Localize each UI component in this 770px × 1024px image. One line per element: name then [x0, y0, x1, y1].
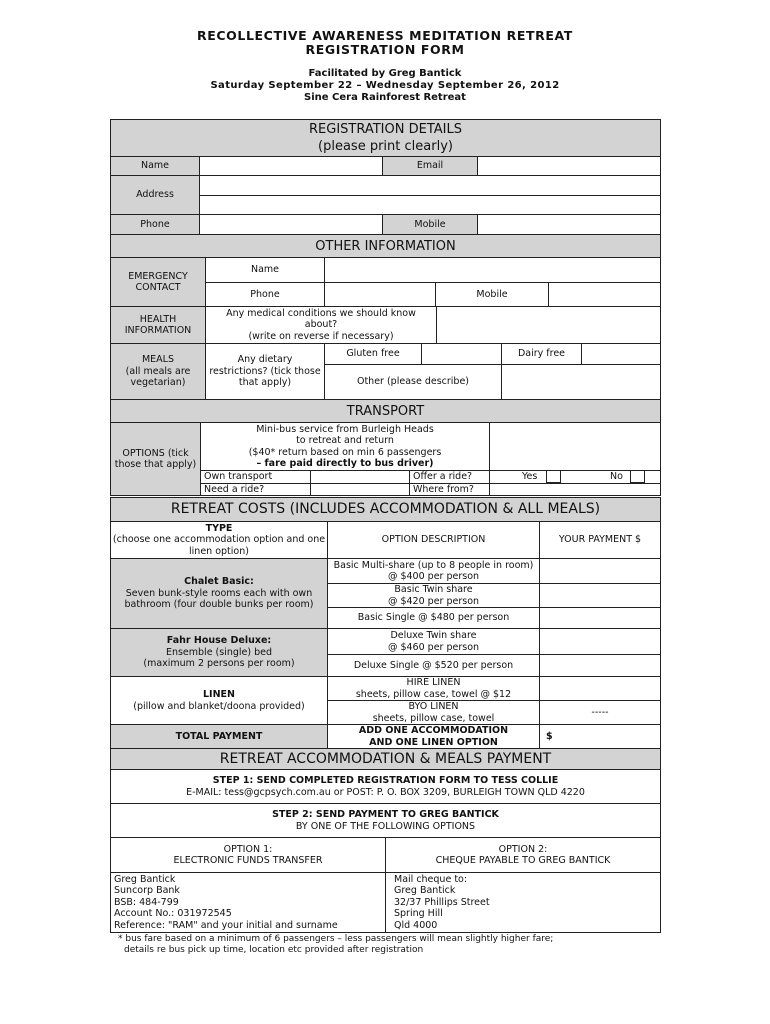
form-subtitle: REGISTRATION FORM	[305, 42, 465, 57]
option2-title: OPTION 2:	[498, 843, 548, 855]
minibus-line2: to retreat and return	[296, 435, 394, 446]
venue: Sine Cera Rainforest Retreat	[304, 92, 466, 103]
registration-details-bar	[110, 119, 661, 157]
need-ride-checkbox[interactable]	[310, 483, 410, 496]
mobile-field[interactable]	[477, 214, 661, 235]
step1-contact: E-MAIL: tess@gcpsych.com.au or POST: P. O. BOX 3209, BURLEIGH TOWN QLD 4220	[186, 786, 585, 798]
basic-multishare-option: Basic Multi-share (up to 8 people in room) @ $400 per person	[327, 558, 540, 584]
transport-options-label: OPTIONS (tick those that apply)	[110, 422, 201, 496]
total-payment-field[interactable]: $	[539, 724, 661, 749]
own-transport-checkbox[interactable]	[310, 470, 410, 484]
facilitator: Facilitated by Greg Bantick	[308, 68, 462, 79]
emergency-contact-label: EMERGENCY CONTACT	[110, 257, 206, 307]
deluxe-twin-payment[interactable]	[539, 628, 661, 655]
other-diet-field[interactable]	[501, 364, 661, 400]
dairy-free-label: Dairy free	[501, 343, 582, 365]
step1-title: STEP 1: SEND COMPLETED REGISTRATION FORM TO TESS COLLIE	[212, 775, 559, 786]
byo-linen-description: sheets, pillow case, towel	[372, 712, 495, 724]
cheque-line: Spring Hill	[394, 908, 443, 920]
cheque-details	[385, 872, 661, 933]
health-question	[205, 306, 437, 344]
minibus-description	[200, 422, 490, 471]
health-information-label: HEALTH INFORMATION	[110, 306, 206, 344]
phone-label: Phone	[110, 214, 200, 235]
chalet-basic-cell	[110, 558, 328, 629]
type-header	[110, 521, 328, 559]
type-subtitle: (choose one accommodation option and one linen option)	[112, 534, 326, 557]
no-label: No	[610, 471, 623, 482]
meals-title: MEALS	[141, 354, 175, 366]
eft-details	[110, 872, 386, 933]
basic-single-payment[interactable]	[539, 607, 661, 629]
yes-checkbox[interactable]	[546, 470, 561, 483]
payment-bar: RETREAT ACCOMMODATION & MEALS PAYMENT	[110, 748, 661, 770]
cheque-line: Greg Bantick	[394, 885, 456, 897]
eft-line: Account No.: 031972545	[114, 908, 232, 920]
option2-method: CHEQUE PAYABLE TO GREG BANTICK	[435, 855, 611, 866]
gluten-free-checkbox[interactable]	[421, 343, 502, 365]
basic-twin-payment[interactable]	[539, 583, 661, 608]
registration-details-title: REGISTRATION DETAILS	[309, 122, 462, 137]
your-payment-header: YOUR PAYMENT $	[539, 521, 661, 559]
option2-header	[385, 837, 661, 873]
emergency-mobile-label: Mobile	[435, 282, 549, 307]
emergency-phone-label: Phone	[205, 282, 325, 307]
transport-bar: TRANSPORT	[110, 399, 661, 423]
address-field-line2[interactable]	[199, 195, 661, 215]
fahr-house-cell	[110, 628, 328, 677]
registration-details-subtitle: (please print clearly)	[318, 139, 453, 154]
retreat-dates: Saturday September 22 – Wednesday September 26, 2012	[210, 80, 560, 91]
byo-linen-payment: -----	[539, 700, 661, 725]
type-title: TYPE	[205, 522, 233, 534]
gluten-free-label: Gluten free	[324, 343, 422, 365]
option1-header	[110, 837, 386, 873]
cheque-line: Mail cheque to:	[394, 873, 468, 885]
emergency-name-label: Name	[205, 257, 325, 283]
health-question-text: Any medical conditions we should know about?	[226, 307, 416, 331]
fahr-house-line2: (maximum 2 persons per room)	[143, 658, 295, 670]
eft-line: Reference: "RAM" and your initial and surname	[114, 919, 338, 931]
fahr-house-title: Fahr House Deluxe:	[166, 635, 272, 647]
yes-label: Yes	[522, 471, 538, 482]
total-instruction-line1: ADD ONE ACCOMMODATION	[358, 725, 509, 736]
other-information-bar: OTHER INFORMATION	[110, 234, 661, 258]
step2-title: STEP 2: SEND PAYMENT TO GREG BANTICK	[272, 809, 499, 820]
eft-line: Greg Bantick	[114, 873, 176, 885]
basic-single-option: Basic Single @ $480 per person	[327, 607, 540, 629]
chalet-basic-description: Seven bunk-style rooms each with own bathroom (four double bunks per room)	[124, 587, 314, 611]
chalet-basic-title: Chalet Basic:	[184, 576, 254, 588]
name-label: Name	[110, 156, 200, 176]
offer-ride-label: Offer a ride?	[409, 470, 490, 484]
basic-twin-option	[327, 583, 540, 608]
minibus-checkbox[interactable]	[489, 422, 661, 471]
cheque-line: Qld 4000	[394, 919, 438, 931]
byo-linen-option	[327, 700, 540, 725]
email-label: Email	[382, 156, 478, 176]
eft-line: Suncorp Bank	[114, 885, 180, 897]
fahr-house-line1: Ensemble (single) bed	[165, 646, 273, 658]
deluxe-twin-option	[327, 628, 540, 655]
total-payment-label: TOTAL PAYMENT	[110, 724, 328, 749]
basic-twin-line2: @ $420 per person	[387, 595, 480, 607]
emergency-name-field[interactable]	[324, 257, 661, 283]
basic-multishare-payment[interactable]	[539, 558, 661, 584]
total-instruction	[327, 724, 540, 749]
name-field[interactable]	[199, 156, 383, 176]
dietary-restrictions-label: Any dietary restrictions? (tick those that apply)	[205, 343, 325, 400]
address-label: Address	[110, 175, 200, 215]
deluxe-twin-line1: Deluxe Twin share	[390, 630, 477, 641]
emergency-mobile-field[interactable]	[548, 282, 661, 307]
health-question-note: (write on reverse if necessary)	[248, 330, 394, 342]
hire-linen-description: sheets, pillow case, towel @ $12	[355, 688, 512, 700]
own-transport-label: Own transport	[200, 470, 311, 484]
meals-label	[110, 343, 206, 400]
minibus-line4: – fare paid directly to bus driver)	[256, 458, 434, 469]
deluxe-twin-line2: @ $460 per person	[387, 641, 480, 653]
option-description-header: OPTION DESCRIPTION	[327, 521, 540, 559]
byo-linen-title: BYO LINEN	[408, 701, 459, 712]
eft-line: BSB: 484-799	[114, 896, 179, 908]
option1-title: OPTION 1:	[223, 843, 273, 855]
deluxe-single-payment[interactable]	[539, 654, 661, 677]
no-checkbox[interactable]	[630, 470, 645, 483]
need-ride-label: Need a ride?	[200, 483, 311, 496]
footnote-line1: * bus fare based on a minimum of 6 passengers – less passengers will mean slightly higher fare;	[118, 934, 554, 944]
emergency-phone-field[interactable]	[324, 282, 436, 307]
option1-method: ELECTRONIC FUNDS TRANSFER	[173, 855, 323, 866]
hire-linen-option	[327, 676, 540, 701]
address-field-line1[interactable]	[199, 175, 661, 196]
dairy-free-checkbox[interactable]	[581, 343, 661, 365]
cheque-line: 32/37 Phillips Street	[394, 896, 490, 908]
step2-subtitle: BY ONE OF THE FOLLOWING OPTIONS	[295, 820, 476, 832]
mobile-label: Mobile	[382, 214, 478, 235]
minibus-line1: Mini-bus service from Burleigh Heads	[256, 423, 434, 435]
meals-vegetarian-note: (all meals are vegetarian)	[125, 365, 191, 389]
step2-cell	[110, 803, 661, 838]
hire-linen-payment[interactable]	[539, 676, 661, 701]
retreat-costs-bar: RETREAT COSTS (INCLUDES ACCOMMODATION & ALL MEALS)	[110, 497, 661, 522]
basic-twin-line1: Basic Twin share	[394, 584, 473, 595]
linen-cell	[110, 676, 328, 725]
other-diet-label: Other (please describe)	[324, 364, 502, 400]
email-field[interactable]	[477, 156, 661, 176]
where-from-field[interactable]	[489, 483, 661, 496]
linen-title: LINEN	[203, 689, 235, 700]
total-instruction-line2: AND ONE LINEN OPTION	[369, 736, 498, 748]
step1-cell	[110, 769, 661, 804]
minibus-line3: ($40* return based on min 6 passengers	[248, 446, 442, 458]
phone-field[interactable]	[199, 214, 383, 235]
deluxe-single-option: Deluxe Single @ $520 per person	[327, 654, 540, 677]
hire-linen-title: HIRE LINEN	[406, 677, 461, 688]
linen-subtitle: (pillow and blanket/doona provided)	[133, 700, 305, 712]
health-information-field[interactable]	[436, 306, 661, 344]
where-from-label: Where from?	[409, 483, 490, 496]
footnote-line2: details re bus pick up time, location etc provided after registration	[124, 945, 424, 955]
form-title: RECOLLECTIVE AWARENESS MEDITATION RETREAT	[197, 28, 573, 43]
